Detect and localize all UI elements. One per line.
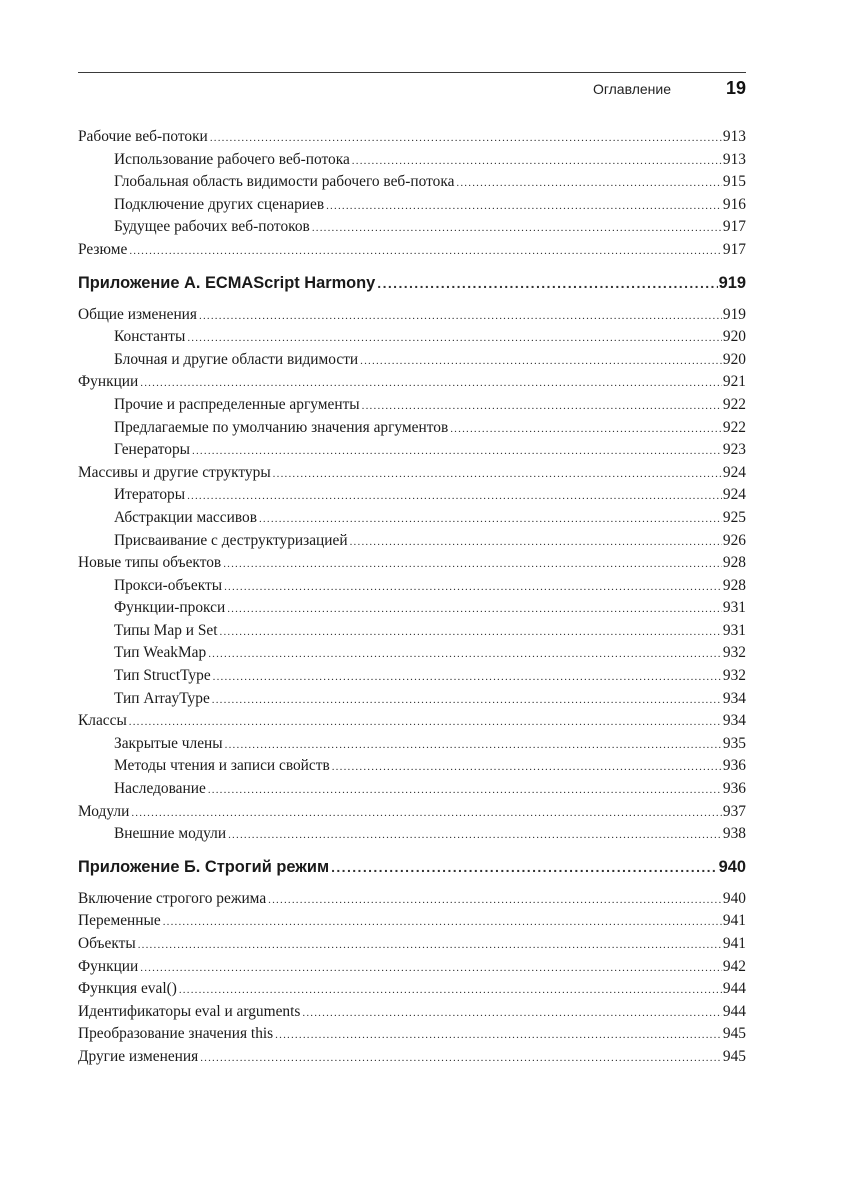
toc-entry-page: 931	[722, 599, 746, 617]
dot-leader	[275, 1024, 722, 1047]
dot-leader	[199, 305, 722, 328]
dot-leader	[192, 440, 722, 463]
toc-entry-title: Переменные	[78, 912, 161, 930]
toc-entry	[78, 642, 746, 665]
toc-entry-title: Тип WeakMap	[114, 644, 207, 662]
toc-entry-page: 934	[722, 689, 746, 707]
toc-entry-page: 941	[722, 935, 746, 952]
toc-entry-title: Генераторы	[114, 441, 191, 459]
toc-entry-title: Идентификаторы eval и arguments	[78, 1002, 301, 1020]
toc-entry	[78, 326, 746, 349]
toc-entry-title: Приложение Б. Строгий режим	[78, 857, 330, 876]
dot-leader	[187, 327, 722, 350]
toc-entry	[78, 801, 746, 824]
toc-entry	[78, 216, 746, 239]
toc-entry-page: 941	[722, 912, 746, 930]
dot-leader	[227, 598, 722, 621]
toc-entry	[78, 439, 746, 462]
toc-entry	[78, 239, 746, 262]
dot-leader	[450, 418, 722, 441]
toc-entry	[78, 507, 746, 530]
toc-entry-title: Глобальная область видимости рабочего веб-потока	[114, 173, 455, 191]
toc-entry-title: Подключение других сценариев	[114, 195, 325, 213]
toc-entry	[78, 755, 746, 778]
toc-entry-page: 921	[722, 373, 746, 391]
toc-entry-title: Предлагаемые по умолчанию значения аргументов	[114, 418, 449, 436]
toc-entry	[78, 349, 746, 372]
toc-entry-title: Тип StructType	[114, 667, 211, 685]
toc-entry	[78, 530, 746, 553]
dot-leader	[210, 127, 722, 150]
toc-entry-title: Прочие и распределенные аргументы	[114, 395, 360, 413]
toc-entry	[78, 394, 746, 417]
toc-entry	[78, 710, 746, 733]
toc-entry-page: 945	[722, 1025, 746, 1043]
toc-entry-title: Абстракции массивов	[114, 508, 257, 526]
toc-entry-title: Прокси-объекты	[114, 576, 223, 594]
dot-leader	[362, 395, 722, 418]
toc-entry	[78, 371, 746, 394]
dot-leader	[140, 957, 722, 980]
toc-entry	[78, 575, 746, 598]
toc-entry-title: Функция eval()	[78, 980, 177, 998]
dot-leader	[220, 621, 722, 644]
toc-entry-page: 922	[722, 418, 746, 436]
dot-leader	[332, 756, 722, 779]
dot-leader	[223, 553, 722, 576]
table-of-contents	[78, 126, 746, 1069]
dot-leader	[208, 643, 722, 666]
toc-entry-title: Тип ArrayType	[114, 689, 210, 707]
toc-entry	[78, 597, 746, 620]
dot-leader	[179, 979, 722, 1002]
toc-entry-title: Включение строгого режима	[78, 889, 267, 907]
toc-entry-title: Закрытые члены	[114, 734, 223, 752]
toc-entry	[78, 304, 746, 327]
dot-leader	[212, 689, 722, 712]
toc-entry-title: Наследование	[114, 780, 206, 798]
toc-entry-title: Резюме	[78, 240, 128, 258]
toc-entry-title: Объекты	[78, 935, 136, 952]
toc-entry-title: Другие изменения	[78, 1047, 199, 1065]
toc-entry-title: Внешние модули	[114, 825, 227, 843]
dot-leader	[213, 666, 722, 689]
dot-leader	[129, 711, 722, 734]
toc-entry	[78, 665, 746, 688]
toc-entry	[78, 1001, 746, 1024]
toc-entry	[78, 484, 746, 507]
toc-entry-title: Классы	[78, 712, 127, 730]
toc-entry-page: 934	[722, 712, 746, 730]
toc-entry-title: Приложение А. ECMAScript Harmony	[78, 273, 376, 292]
dot-leader	[350, 531, 722, 554]
dot-leader	[224, 576, 722, 599]
toc-entry-page: 940	[718, 857, 746, 876]
toc-entry	[78, 417, 746, 440]
toc-entry-page: 928	[722, 576, 746, 594]
page-header	[78, 72, 746, 103]
toc-entry-title: Преобразование значения this	[78, 1025, 274, 1043]
dot-leader	[268, 889, 722, 912]
toc-entry-page: 923	[722, 441, 746, 459]
toc-entry-title: Функции	[78, 373, 139, 391]
toc-entry-page: 915	[722, 173, 746, 191]
toc-entry-title: Массивы и другие структуры	[78, 463, 271, 481]
toc-entry-page: 937	[722, 802, 746, 820]
toc-entry-page: 922	[722, 395, 746, 413]
toc-entry-page: 932	[722, 644, 746, 662]
toc-entry	[78, 978, 746, 1001]
toc-entry-page: 936	[722, 780, 746, 798]
toc-entry-title: Будущее рабочих веб-потоков	[114, 218, 310, 236]
toc-entry-title: Функции-прокси	[114, 599, 226, 617]
toc-entry-page: 919	[722, 305, 746, 323]
dot-leader	[456, 172, 722, 195]
toc-entry-page: 919	[718, 273, 746, 292]
toc-entry	[78, 194, 746, 217]
dot-leader	[259, 508, 722, 531]
toc-entry-page: 913	[722, 128, 746, 145]
toc-entry-page: 917	[722, 218, 746, 236]
dot-leader	[129, 240, 722, 263]
toc-entry	[78, 171, 746, 194]
toc-entry-page: 924	[722, 463, 746, 481]
toc-entry	[78, 778, 746, 801]
dot-leader	[228, 824, 722, 847]
toc-entry	[78, 126, 746, 149]
dot-leader	[302, 1002, 722, 1025]
dot-leader	[187, 485, 722, 508]
toc-entry-page: 945	[722, 1047, 746, 1065]
toc-entry-page: 931	[722, 621, 746, 639]
dot-leader	[208, 779, 722, 802]
toc-entry	[78, 688, 746, 711]
toc-entry-title: Типы Map и Set	[114, 621, 218, 639]
toc-entry-title: Использование рабочего веб-потока	[114, 150, 350, 168]
running-head-section: Оглавление	[592, 81, 671, 97]
toc-entry-page: 928	[722, 554, 746, 572]
toc-entry	[78, 910, 746, 933]
toc-entry	[78, 823, 746, 846]
toc-entry-page: 938	[722, 825, 746, 843]
toc-entry	[78, 733, 746, 756]
toc-entry-page: 944	[722, 1002, 746, 1020]
toc-entry-title: Итераторы	[114, 486, 186, 504]
toc-entry-title: Рабочие веб-потоки	[78, 128, 208, 145]
toc-entry-title: Константы	[114, 328, 186, 346]
toc-entry-page: 936	[722, 757, 746, 775]
toc-entry	[78, 888, 746, 911]
page-number: 19	[725, 78, 746, 98]
toc-entry-page: 920	[722, 328, 746, 346]
toc-entry-page: 932	[722, 667, 746, 685]
toc-entry-title: Методы чтения и записи свойств	[114, 757, 330, 775]
toc-entry-page: 925	[722, 508, 746, 526]
toc-entry-page: 926	[722, 531, 746, 549]
toc-entry-title: Блочная и другие области видимости	[114, 350, 359, 368]
toc-entry-page: 917	[722, 240, 746, 258]
dot-leader	[138, 934, 722, 957]
dot-leader	[331, 855, 718, 879]
toc-entry-page: 940	[722, 889, 746, 907]
toc-entry-title: Модули	[78, 802, 130, 820]
toc-entry	[78, 620, 746, 643]
toc-entry	[78, 462, 746, 485]
dot-leader	[352, 150, 722, 173]
dot-leader	[326, 195, 722, 218]
dot-leader	[131, 802, 722, 825]
dot-leader	[163, 911, 722, 934]
toc-entry-title: Присваивание с деструктуризацией	[114, 531, 348, 549]
toc-entry-page: 924	[722, 486, 746, 504]
dot-leader	[225, 734, 722, 757]
toc-entry	[78, 1046, 746, 1069]
dot-leader	[360, 350, 722, 373]
toc-entry-page: 913	[722, 150, 746, 168]
toc-entry-page: 920	[722, 350, 746, 368]
toc-entry	[78, 1023, 746, 1046]
toc-entry	[78, 149, 746, 172]
dot-leader	[377, 271, 717, 295]
toc-entry-title: Общие изменения	[78, 305, 197, 323]
toc-entry	[78, 552, 746, 575]
toc-entry	[78, 956, 746, 979]
toc-entry-page: 944	[722, 980, 746, 998]
dot-leader	[140, 372, 722, 395]
dot-leader	[200, 1047, 722, 1070]
dot-leader	[273, 463, 722, 486]
toc-entry-title: Функции	[78, 957, 139, 975]
toc-entry-page: 916	[722, 195, 746, 213]
toc-entry	[78, 933, 746, 956]
toc-entry-page: 942	[722, 957, 746, 975]
toc-entry-title: Новые типы объектов	[78, 554, 222, 572]
toc-appendix-heading	[78, 271, 746, 295]
dot-leader	[312, 217, 722, 240]
toc-appendix-heading	[78, 855, 746, 879]
toc-entry-page: 935	[722, 734, 746, 752]
